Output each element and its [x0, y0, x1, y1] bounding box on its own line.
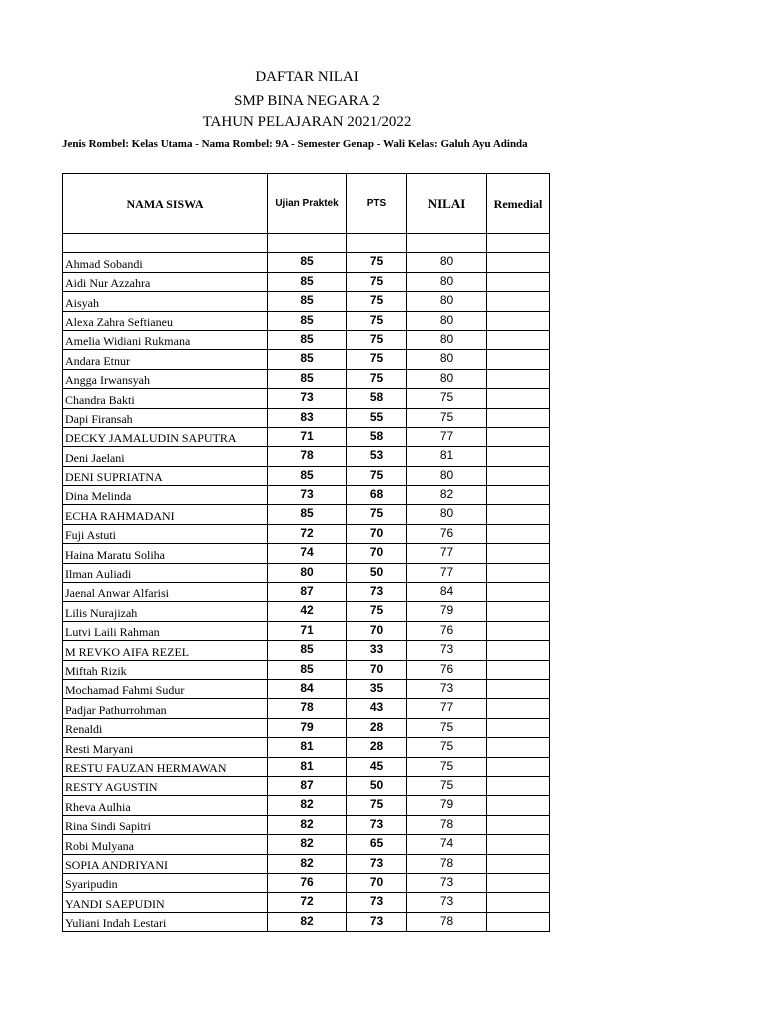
table-row [63, 524, 550, 543]
pts-score: 75 [347, 505, 407, 524]
remedial-score [487, 505, 550, 524]
student-name: Miftah Rizik [63, 660, 268, 679]
ujian-praktek-score: 82 [268, 912, 347, 931]
pts-score: 75 [347, 796, 407, 815]
pts-score: 70 [347, 873, 407, 892]
student-name: Syaripudin [63, 873, 268, 892]
student-name: DENI SUPRIATNA [63, 466, 268, 485]
ujian-praktek-score: 85 [268, 253, 347, 272]
ujian-praktek-score: 85 [268, 660, 347, 679]
table-row [63, 776, 550, 795]
table-row [63, 757, 550, 776]
pts-score: 68 [347, 486, 407, 505]
nilai-score: 73 [407, 873, 487, 892]
nilai-score: 80 [407, 369, 487, 388]
table-row [63, 621, 550, 640]
ujian-praktek-score: 85 [268, 272, 347, 291]
pts-score: 58 [347, 389, 407, 408]
pts-score: 75 [347, 330, 407, 349]
ujian-praktek-score: 85 [268, 466, 347, 485]
ujian-praktek-score: 85 [268, 292, 347, 311]
remedial-score [487, 815, 550, 834]
table-row [63, 369, 550, 388]
ujian-praktek-score: 82 [268, 815, 347, 834]
table-header-row [63, 174, 550, 234]
ujian-praktek-score: 80 [268, 563, 347, 582]
nilai-score: 79 [407, 796, 487, 815]
pts-score: 75 [347, 292, 407, 311]
remedial-score [487, 641, 550, 660]
pts-score: 43 [347, 699, 407, 718]
pts-score: 75 [347, 466, 407, 485]
table-row [63, 253, 550, 272]
student-name: Angga Irwansyah [63, 369, 268, 388]
empty-cell [63, 234, 268, 253]
student-name: SOPIA ANDRIYANI [63, 854, 268, 873]
school-name: SMP BINA NEGARA 2 [234, 93, 380, 109]
student-name: Alexa Zahra Seftianeu [63, 311, 268, 330]
table-row [63, 389, 550, 408]
grades-table [62, 173, 550, 932]
pts-score: 35 [347, 679, 407, 698]
nilai-score: 74 [407, 835, 487, 854]
nilai-score: 73 [407, 641, 487, 660]
remedial-score [487, 292, 550, 311]
pts-score: 33 [347, 641, 407, 660]
table-row [63, 408, 550, 427]
table-row [63, 660, 550, 679]
student-name: Dina Melinda [63, 486, 268, 505]
ujian-praktek-score: 85 [268, 641, 347, 660]
remedial-score [487, 389, 550, 408]
pts-score: 70 [347, 524, 407, 543]
ujian-praktek-score: 72 [268, 524, 347, 543]
student-name: RESTU FAUZAN HERMAWAN [63, 757, 268, 776]
pts-score: 73 [347, 583, 407, 602]
ujian-praktek-score: 85 [268, 350, 347, 369]
student-name: ECHA RAHMADANI [63, 505, 268, 524]
nilai-score: 75 [407, 408, 487, 427]
student-name: Amelia Widiani Rukmana [63, 330, 268, 349]
ujian-praktek-score: 87 [268, 583, 347, 602]
remedial-score [487, 524, 550, 543]
ujian-praktek-score: 81 [268, 757, 347, 776]
nilai-score: 80 [407, 253, 487, 272]
nilai-score: 75 [407, 389, 487, 408]
table-row [63, 602, 550, 621]
remedial-score [487, 738, 550, 757]
remedial-score [487, 893, 550, 912]
class-info: Jenis Rombel: Kelas Utama - Nama Rombel: 9A - Semester Genap - Wali Kelas: Galuh Ayu Adinda [62, 138, 528, 150]
student-name: Ahmad Sobandi [63, 253, 268, 272]
student-name: DECKY JAMALUDIN SAPUTRA [63, 427, 268, 446]
remedial-score [487, 583, 550, 602]
remedial-score [487, 369, 550, 388]
pts-score: 73 [347, 815, 407, 834]
remedial-score [487, 408, 550, 427]
pts-score: 75 [347, 311, 407, 330]
ujian-praktek-score: 73 [268, 486, 347, 505]
nilai-score: 81 [407, 447, 487, 466]
pts-score: 75 [347, 253, 407, 272]
table-row [63, 641, 550, 660]
table-row [63, 699, 550, 718]
remedial-score [487, 835, 550, 854]
col-header-nama: NAMA SISWA [63, 174, 268, 234]
table-row [63, 466, 550, 485]
student-name: M REVKO AIFA REZEL [63, 641, 268, 660]
remedial-score [487, 563, 550, 582]
table-row [63, 796, 550, 815]
pts-score: 73 [347, 854, 407, 873]
ujian-praktek-score: 82 [268, 854, 347, 873]
nilai-score: 78 [407, 815, 487, 834]
remedial-score [487, 466, 550, 485]
ujian-praktek-score: 73 [268, 389, 347, 408]
ujian-praktek-score: 71 [268, 427, 347, 446]
col-header-pts: PTS [347, 174, 407, 234]
col-header-remedial: Remedial [487, 174, 550, 234]
student-name: Rina Sindi Sapitri [63, 815, 268, 834]
student-name: Haina Maratu Soliha [63, 544, 268, 563]
student-name: Resti Maryani [63, 738, 268, 757]
pts-score: 58 [347, 427, 407, 446]
pts-score: 45 [347, 757, 407, 776]
remedial-score [487, 621, 550, 640]
nilai-score: 77 [407, 699, 487, 718]
empty-row [63, 234, 550, 253]
student-name: Mochamad Fahmi Sudur [63, 679, 268, 698]
table-row [63, 311, 550, 330]
nilai-score: 80 [407, 466, 487, 485]
table-row [63, 835, 550, 854]
table-row [63, 272, 550, 291]
ujian-praktek-score: 74 [268, 544, 347, 563]
remedial-score [487, 350, 550, 369]
student-name: Padjar Pathurrohman [63, 699, 268, 718]
nilai-score: 80 [407, 505, 487, 524]
remedial-score [487, 699, 550, 718]
remedial-score [487, 854, 550, 873]
table-row [63, 873, 550, 892]
remedial-score [487, 330, 550, 349]
table-row [63, 292, 550, 311]
pts-score: 50 [347, 776, 407, 795]
nilai-score: 75 [407, 738, 487, 757]
pts-score: 50 [347, 563, 407, 582]
ujian-praktek-score: 87 [268, 776, 347, 795]
nilai-score: 75 [407, 757, 487, 776]
table-row [63, 738, 550, 757]
student-name: Chandra Bakti [63, 389, 268, 408]
pts-score: 53 [347, 447, 407, 466]
remedial-score [487, 602, 550, 621]
nilai-score: 77 [407, 427, 487, 446]
nilai-score: 82 [407, 486, 487, 505]
table-row [63, 679, 550, 698]
nilai-score: 73 [407, 893, 487, 912]
remedial-score [487, 873, 550, 892]
nilai-score: 77 [407, 563, 487, 582]
nilai-score: 79 [407, 602, 487, 621]
nilai-score: 78 [407, 854, 487, 873]
ujian-praktek-score: 85 [268, 369, 347, 388]
remedial-score [487, 757, 550, 776]
pts-score: 75 [347, 350, 407, 369]
remedial-score [487, 776, 550, 795]
table-row [63, 912, 550, 931]
nilai-score: 76 [407, 621, 487, 640]
table-row [63, 447, 550, 466]
remedial-score [487, 912, 550, 931]
empty-cell [347, 234, 407, 253]
table-row [63, 330, 550, 349]
remedial-score [487, 679, 550, 698]
document-title: DAFTAR NILAI [255, 69, 359, 85]
remedial-score [487, 544, 550, 563]
student-name: Andara Etnur [63, 350, 268, 369]
nilai-score: 80 [407, 330, 487, 349]
table-row [63, 583, 550, 602]
ujian-praktek-score: 85 [268, 505, 347, 524]
table-row [63, 486, 550, 505]
table-row [63, 350, 550, 369]
pts-score: 70 [347, 660, 407, 679]
ujian-praktek-score: 78 [268, 699, 347, 718]
col-header-nilai: NILAI [407, 174, 487, 234]
ujian-praktek-score: 79 [268, 718, 347, 737]
ujian-praktek-score: 85 [268, 330, 347, 349]
table-row [63, 427, 550, 446]
ujian-praktek-score: 72 [268, 893, 347, 912]
table-row [63, 505, 550, 524]
nilai-score: 75 [407, 776, 487, 795]
nilai-score: 75 [407, 718, 487, 737]
student-name: Ilman Auliadi [63, 563, 268, 582]
pts-score: 73 [347, 912, 407, 931]
academic-year: TAHUN PELAJARAN 2021/2022 [202, 114, 412, 130]
col-header-ujian-praktek: Ujian Praktek [268, 174, 347, 234]
nilai-score: 80 [407, 350, 487, 369]
empty-cell [268, 234, 347, 253]
pts-score: 75 [347, 272, 407, 291]
student-name: Deni Jaelani [63, 447, 268, 466]
remedial-score [487, 427, 550, 446]
empty-cell [407, 234, 487, 253]
nilai-score: 80 [407, 272, 487, 291]
pts-score: 55 [347, 408, 407, 427]
student-name: Robi Mulyana [63, 835, 268, 854]
ujian-praktek-score: 81 [268, 738, 347, 757]
table-row [63, 815, 550, 834]
nilai-score: 76 [407, 660, 487, 679]
pts-score: 73 [347, 893, 407, 912]
student-name: Lutvi Laili Rahman [63, 621, 268, 640]
nilai-score: 80 [407, 292, 487, 311]
student-name: Aisyah [63, 292, 268, 311]
remedial-score [487, 311, 550, 330]
ujian-praktek-score: 84 [268, 679, 347, 698]
student-name: Renaldi [63, 718, 268, 737]
table-row [63, 854, 550, 873]
remedial-score [487, 796, 550, 815]
pts-score: 28 [347, 738, 407, 757]
nilai-score: 84 [407, 583, 487, 602]
ujian-praktek-score: 85 [268, 311, 347, 330]
ujian-praktek-score: 76 [268, 873, 347, 892]
student-name: YANDI SAEPUDIN [63, 893, 268, 912]
pts-score: 75 [347, 602, 407, 621]
remedial-score [487, 253, 550, 272]
empty-cell [487, 234, 550, 253]
table-row [63, 544, 550, 563]
nilai-score: 80 [407, 311, 487, 330]
remedial-score [487, 718, 550, 737]
student-name: Jaenal Anwar Alfarisi [63, 583, 268, 602]
remedial-score [487, 660, 550, 679]
remedial-score [487, 486, 550, 505]
remedial-score [487, 272, 550, 291]
student-name: Fuji Astuti [63, 524, 268, 543]
student-name: Yuliani Indah Lestari [63, 912, 268, 931]
nilai-score: 73 [407, 679, 487, 698]
ujian-praktek-score: 82 [268, 835, 347, 854]
ujian-praktek-score: 78 [268, 447, 347, 466]
pts-score: 65 [347, 835, 407, 854]
student-name: Lilis Nurajizah [63, 602, 268, 621]
table-row [63, 563, 550, 582]
table-row [63, 718, 550, 737]
student-name: Rheva Aulhia [63, 796, 268, 815]
pts-score: 70 [347, 621, 407, 640]
table-row [63, 893, 550, 912]
remedial-score [487, 447, 550, 466]
nilai-score: 78 [407, 912, 487, 931]
ujian-praktek-score: 83 [268, 408, 347, 427]
nilai-score: 77 [407, 544, 487, 563]
student-name: Dapi Firansah [63, 408, 268, 427]
ujian-praktek-score: 82 [268, 796, 347, 815]
ujian-praktek-score: 71 [268, 621, 347, 640]
pts-score: 70 [347, 544, 407, 563]
pts-score: 75 [347, 369, 407, 388]
student-name: RESTY AGUSTIN [63, 776, 268, 795]
nilai-score: 76 [407, 524, 487, 543]
pts-score: 28 [347, 718, 407, 737]
student-name: Aidi Nur Azzahra [63, 272, 268, 291]
ujian-praktek-score: 42 [268, 602, 347, 621]
